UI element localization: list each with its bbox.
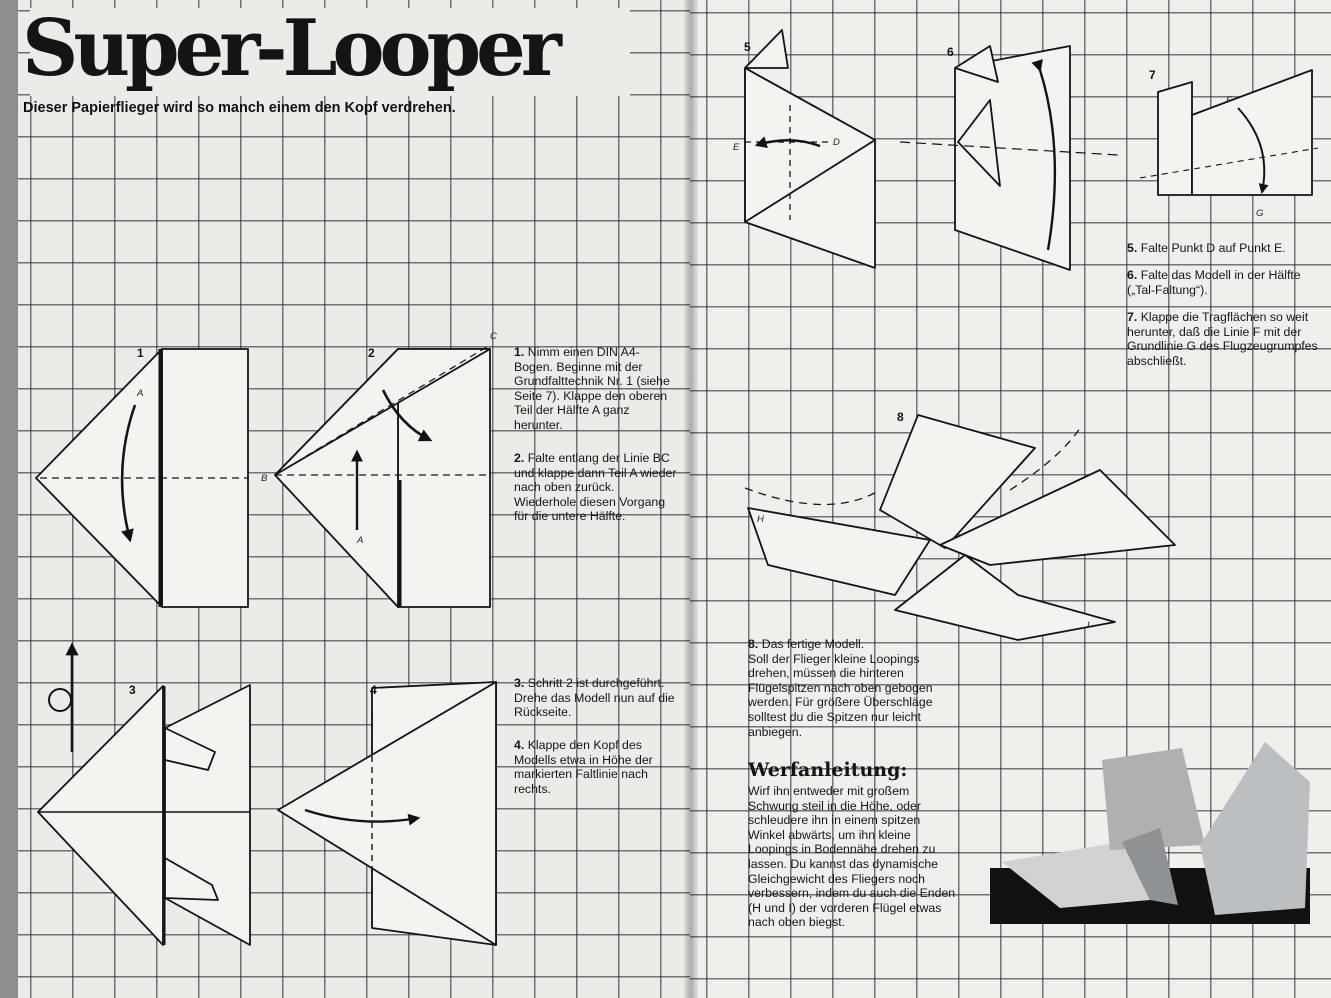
step-number-8: 8 xyxy=(897,410,904,424)
step-7-text: 7. Klappe die Tragflächen so weit herunter, daß die Linie F mit der Grundlinie G des Flugzeugrumpfes abschließt. xyxy=(1127,310,1318,368)
step-number-5: 5 xyxy=(744,40,751,54)
step-number-6: 6 xyxy=(947,45,954,59)
throwing-heading: Werfanleitung: xyxy=(748,759,908,781)
step-6-text: 6. Falte das Modell in der Hälfte („Tal-Faltung“). xyxy=(1127,268,1301,297)
step-3-text: 3. Schritt 2 ist durchgeführt. Drehe das Modell nun auf die Rückseite. xyxy=(514,676,675,720)
step-number-7: 7 xyxy=(1149,68,1156,82)
diagram-step-4 xyxy=(278,682,496,945)
step-number-2: 2 xyxy=(368,346,375,360)
label-i: I xyxy=(1087,620,1090,631)
label-d: D xyxy=(833,137,840,148)
step-8-text: 8. Das fertige Modell. Soll der Flieger kleine Loopings drehen, müssen die hinteren Flügelspitzen nach oben gebogen werden. Für größere Überschläge solltest du die Spitzen nur leicht anbiegen. xyxy=(748,637,933,739)
step-number-4: 4 xyxy=(370,683,377,697)
step-number-1: 1 xyxy=(137,346,144,360)
diagram-step-8 xyxy=(745,415,1175,640)
label-a-step1: A xyxy=(137,388,144,399)
label-h: H xyxy=(757,514,764,525)
step-5-text: 5. Falte Punkt D auf Punkt E. xyxy=(1127,241,1286,255)
step-2-text: 2. Falte entlang der Linie BC und klappe dann Teil A wieder nach oben zurück. Wiederhole diesen Vorgang für die untere Hälfte. xyxy=(514,451,677,524)
diagram-step-3 xyxy=(38,645,250,945)
label-e: E xyxy=(733,142,740,153)
diagram-step-5 xyxy=(745,30,875,268)
diagram-step-7 xyxy=(1140,70,1318,195)
label-c: C xyxy=(490,331,497,342)
step-1-text: 1. Nimm einen DIN A4-Bogen. Beginne mit der Grundfalttechnik Nr. 1 (siehe Seite 7). Klappe den oberen Teil der Hälfte A ganz herunter. xyxy=(514,345,670,432)
diagram-step-6 xyxy=(900,46,1118,270)
label-b: B xyxy=(261,473,268,484)
step-number-3: 3 xyxy=(129,683,136,697)
label-g: G xyxy=(1256,208,1264,219)
throwing-text: Wirf ihn entweder mit großem Schwung steil in die Höhe, oder schleudere ihn in einem spitzen Winkel abwärts, um ihn kleine Loopings in Bodennähe drehen zu lassen. Du kannst das dynamische Gleichgewicht des Fliegers noch verbessern, indem du auch die Enden (H und I) der vorderen Flügel etwas nach oben biegst. xyxy=(748,784,956,930)
page-title: Super-Looper xyxy=(22,3,557,94)
model-photo xyxy=(990,742,1310,924)
label-f: F xyxy=(1226,95,1232,106)
label-a-step2: A xyxy=(357,535,364,546)
page-subtitle: Dieser Papierflieger wird so manch einem den Kopf verdrehen. xyxy=(23,100,456,116)
step-4-text: 4. Klappe den Kopf des Modells etwa in Höhe der markierten Faltlinie nach rechts. xyxy=(514,738,653,796)
diagram-step-2 xyxy=(275,345,490,607)
